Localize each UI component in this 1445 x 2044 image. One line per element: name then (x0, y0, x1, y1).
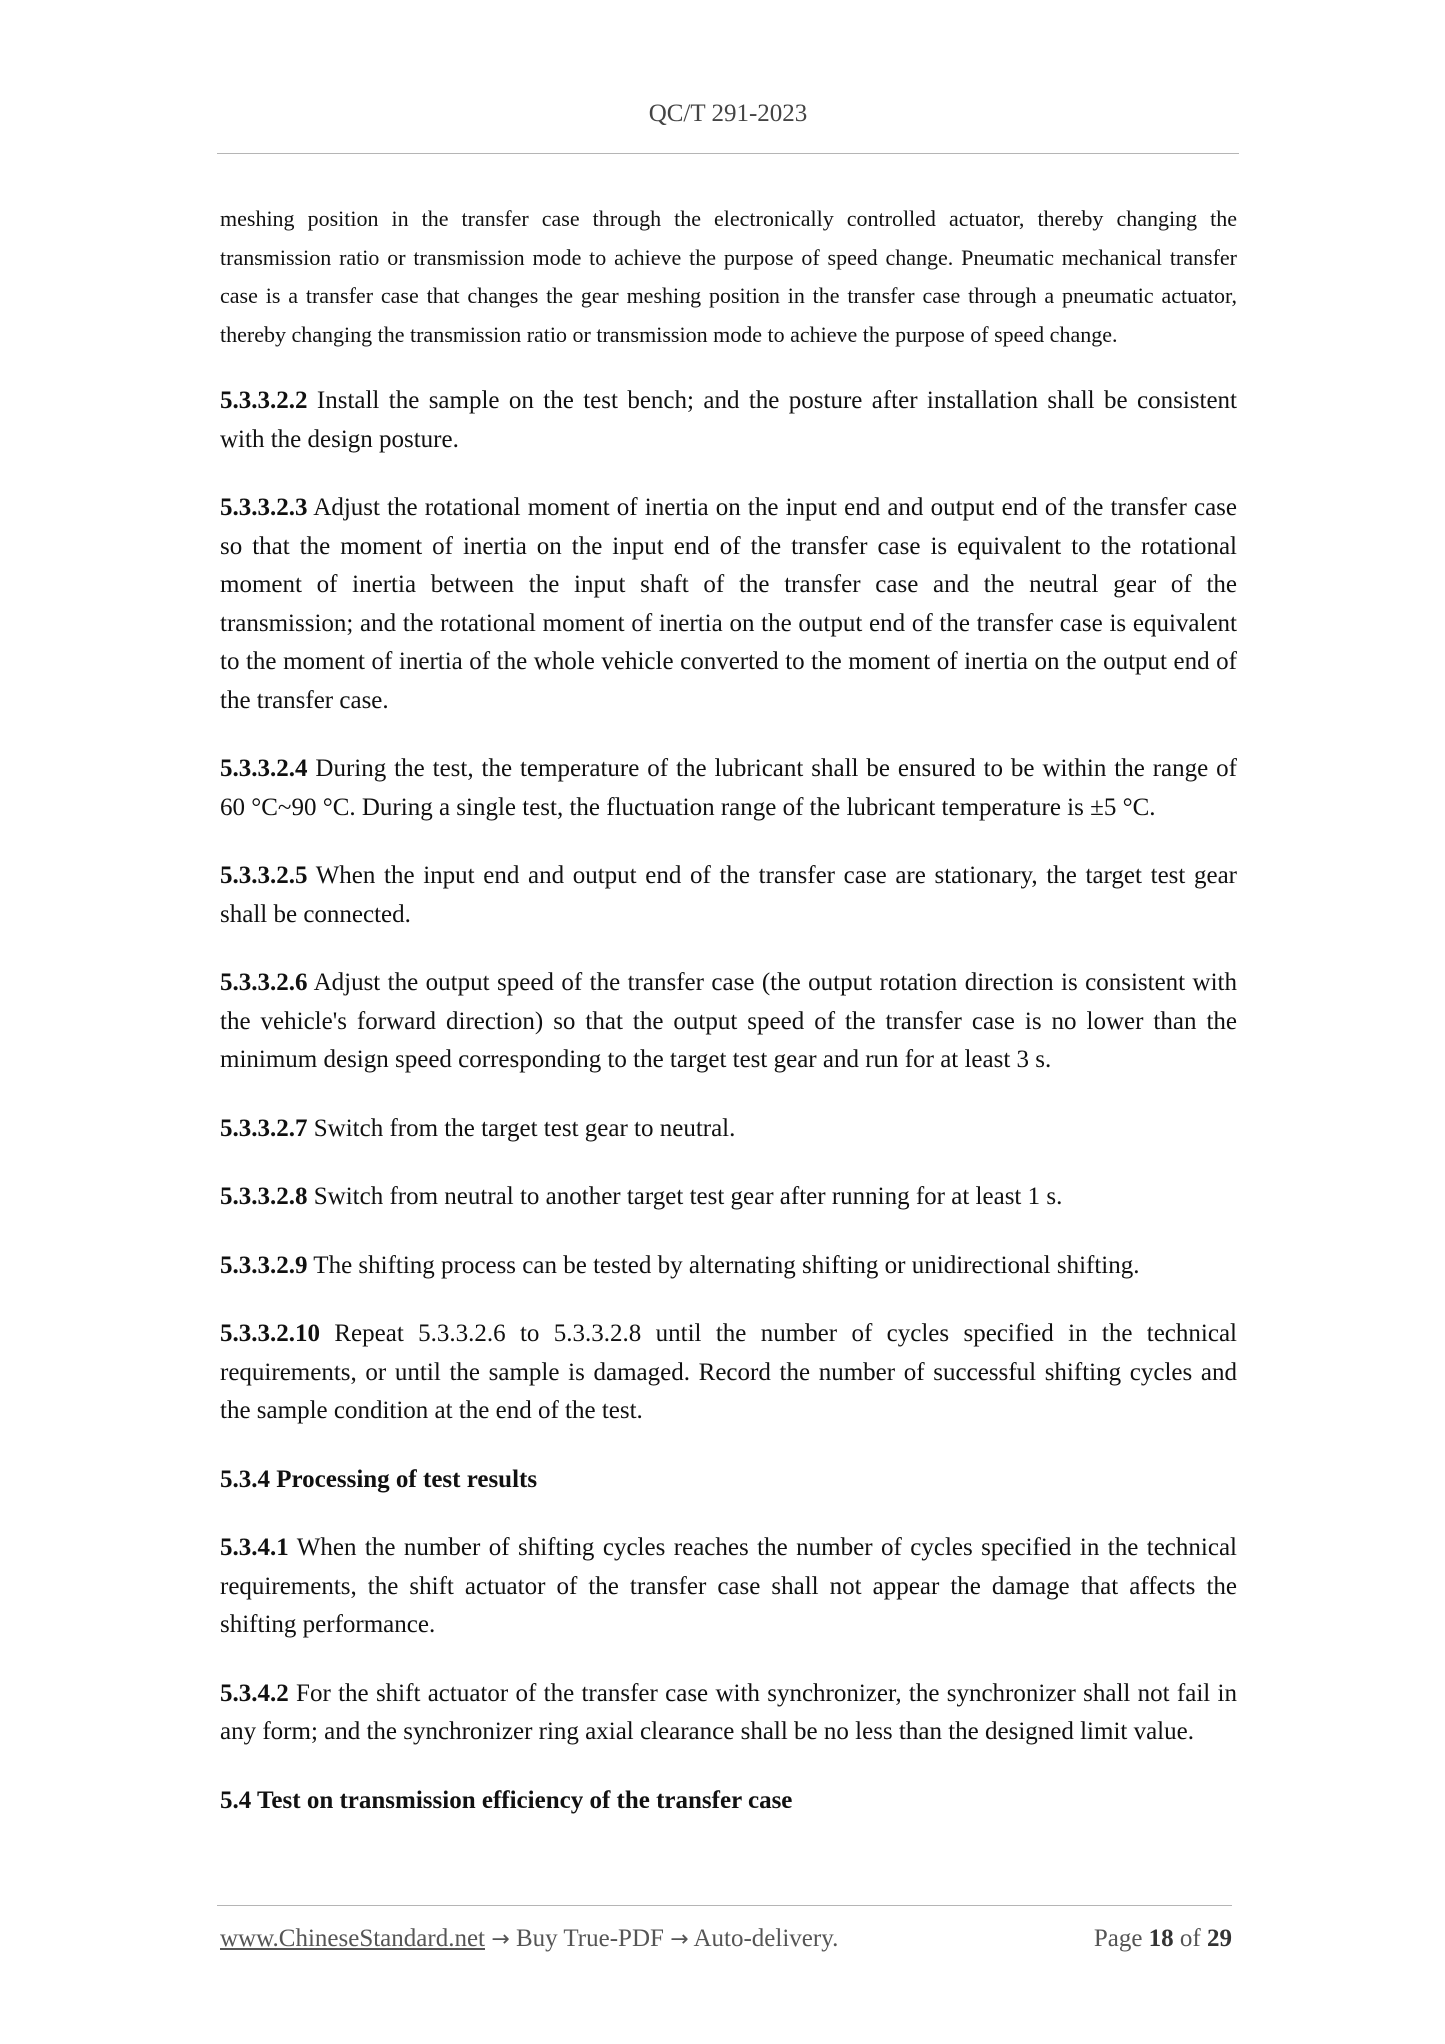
clause-text: Switch from neutral to another target test gear after running for at least 1 s. (307, 1183, 1063, 1210)
page-total: 29 (1207, 1925, 1232, 1952)
clause-5-3-4-1 (220, 1529, 1237, 1645)
clause-5-3-3-2-7 (220, 1110, 1237, 1149)
page-footer (220, 1925, 1232, 1953)
clause-text: Repeat 5.3.3.2.6 to 5.3.3.2.8 until the number of cycles specified in the technical requirements, or until the sample is damaged. Record the number of successful shifting cycles and the sample condition at the end of the test. (220, 1320, 1237, 1424)
page-body (220, 200, 1237, 1850)
clause-text: The shifting process can be tested by alternating shifting or unidirectional shifting. (307, 1251, 1140, 1279)
clause-text: Switch from the target test gear to neutral. (307, 1114, 736, 1142)
clause-5-3-4-2 (220, 1675, 1237, 1752)
clause-5-3-3-2-3 (220, 489, 1237, 720)
arrow-right-icon: → (491, 1927, 510, 1952)
footer-divider (217, 1905, 1232, 1906)
clause-number: 5.3.3.2.7 (220, 1114, 308, 1142)
clause-number: 5.3.3.2.5 (220, 862, 308, 889)
clause-number: 5.3.3.2.6 (220, 969, 308, 996)
clause-5-3-3-2-4 (220, 750, 1237, 827)
clause-text: Install the sample on the test bench; and the posture after installation shall be consistent with the design posture. (220, 387, 1237, 453)
page-of: of (1179, 1925, 1201, 1952)
page-current: 18 (1148, 1925, 1174, 1952)
paragraph-text: meshing position in the transfer case through the electronically controlled actuator, thereby changing the transmission ratio or transmission mode to achieve the purpose of speed change. Pneumatic mechanical transfer case is a transfer case that changes the gear meshing position in the transfer case through a pneumatic actuator, thereby changing the transmission ratio or transmission mode to achieve the purpose of speed change. (220, 206, 1237, 347)
clause-text: For the shift actuator of the transfer case with synchronizer, the synchronizer shall not fail in any form; and the synchronizer ring axial clearance shall be no less than the designed limit value. (220, 1679, 1237, 1745)
clause-text: Adjust the output speed of the transfer case (the output rotation direction is consistent with the vehicle's forward direction) so that the output speed of the transfer case is no lower than the minimum design speed corresponding to the target test gear and run for at least 3 s. (220, 969, 1237, 1073)
section-heading-5-3-4: 5.3.4 Processing of test results (220, 1465, 538, 1493)
clause-number: 5.3.3.2.10 (220, 1320, 320, 1347)
clause-5-3-3-2-5 (220, 857, 1237, 934)
document-code-header: QC/T 291-2023 (648, 100, 808, 127)
clause-5-3-3-2-6 (220, 964, 1237, 1080)
clause-number: 5.3.4.1 (220, 1534, 289, 1561)
buy-true-pdf-text: Buy True-PDF (509, 1925, 671, 1952)
clause-number: 5.3.3.2.9 (220, 1251, 308, 1279)
site-link[interactable]: www.ChineseStandard.net (220, 1925, 485, 1952)
page-label: Page (1093, 1925, 1143, 1952)
clause-number: 5.3.3.2.8 (220, 1183, 308, 1210)
clause-text: When the number of shifting cycles reaches the number of cycles specified in the technical requirements, the shift actuator of the transfer case shall not appear the damage that affects the shifting performance. (220, 1534, 1237, 1638)
paragraph-continuation (220, 200, 1237, 354)
clause-number: 5.3.4.2 (220, 1679, 289, 1707)
clause-text: When the input end and output end of the transfer case are stationary, the target test gear shall be connected. (220, 862, 1237, 928)
clause-5-3-3-2-9 (220, 1247, 1237, 1286)
clause-5-3-3-2-10 (220, 1315, 1237, 1431)
clause-number: 5.3.3.2.4 (220, 755, 308, 782)
clause-number: 5.3.3.2.2 (220, 387, 308, 414)
auto-delivery-text: Auto-delivery. (688, 1925, 839, 1952)
page-indicator (1094, 1925, 1232, 1953)
arrow-right-icon: → (670, 1927, 689, 1952)
clause-text: Adjust the rotational moment of inertia on the input end and output end of the transfer case so that the moment of inertia on the input end of the transfer case is equivalent to the rotational moment of inertia between the input shaft of the transfer case and the neutral gear of the transmission; and the rotational moment of inertia on the output end of the transfer case is equivalent to the moment of inertia of the whole vehicle converted to the moment of inertia on the output end of the transfer case. (220, 494, 1237, 714)
clause-5-3-3-2-2 (220, 382, 1237, 459)
section-heading-5-4: 5.4 Test on transmission efficiency of the transfer case (220, 1786, 793, 1814)
clause-5-3-3-2-8 (220, 1178, 1237, 1217)
header-divider (217, 153, 1239, 154)
clause-text: During the test, the temperature of the lubricant shall be ensured to be within the range of 60 °C~90 °C. During a single test, the fluctuation range of the lubricant temperature is ±5 °C. (220, 755, 1237, 821)
clause-number: 5.3.3.2.3 (220, 494, 308, 521)
